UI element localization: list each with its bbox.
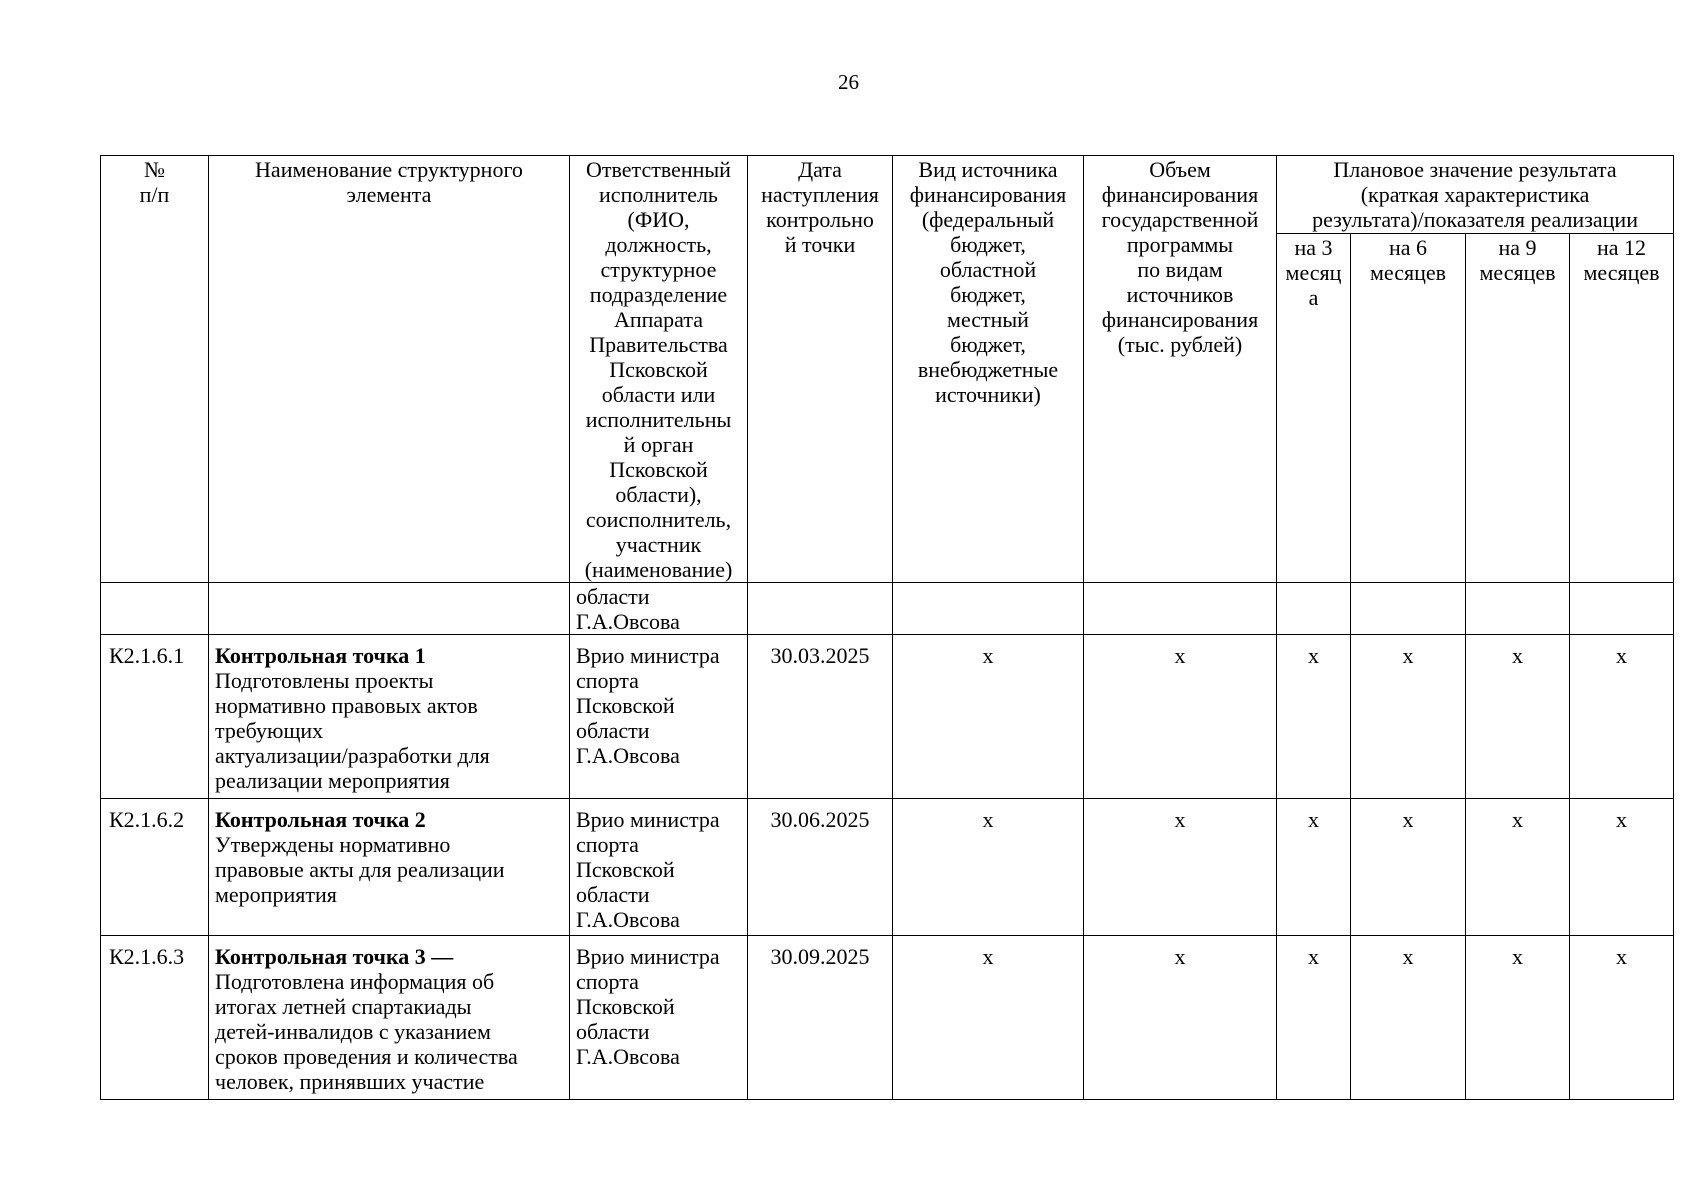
- row-source: х: [893, 936, 1084, 1100]
- row-m9: х: [1466, 799, 1570, 936]
- row-m12: х: [1570, 936, 1674, 1100]
- row-title: Контрольная точка 3 —: [215, 944, 454, 969]
- row-m9: х: [1466, 936, 1570, 1100]
- row-description-line: мероприятия: [215, 882, 337, 907]
- row-description-line: итогах летней спартакиады: [215, 994, 472, 1019]
- row-responsible: Врио министра спорта Псковской области Г.А.Овсова: [570, 936, 748, 1100]
- continuation-responsible: области Г.А.Овсова: [570, 583, 748, 635]
- header-date: Дата наступления контрольно й точки: [748, 156, 893, 583]
- row-m6: х: [1351, 635, 1466, 799]
- row-num: К2.1.6.1: [101, 635, 209, 799]
- row-volume: х: [1084, 635, 1277, 799]
- row-title: Контрольная точка 2: [215, 807, 426, 832]
- continuation-m9: [1466, 583, 1570, 635]
- row-m9: х: [1466, 635, 1570, 799]
- header-source: Вид источника финансирования (федеральный бюджет, областной бюджет, местный бюджет, внебюджетные источники): [893, 156, 1084, 583]
- page-number: 26: [838, 70, 859, 94]
- header-month-9: на 9 месяцев: [1466, 234, 1570, 583]
- continuation-num: [101, 583, 209, 635]
- row-num: К2.1.6.2: [101, 799, 209, 936]
- row-volume: х: [1084, 799, 1277, 936]
- row-description-line: детей-инвалидов с указанием: [215, 1019, 491, 1044]
- row-date: 30.06.2025: [748, 799, 893, 936]
- table-row: [101, 936, 1674, 1100]
- row-source: х: [893, 799, 1084, 936]
- row-date: 30.09.2025: [748, 936, 893, 1100]
- header-month-6: на 6 месяцев: [1351, 234, 1466, 583]
- row-description-line: сроков проведения и количества: [215, 1044, 518, 1069]
- row-m6: х: [1351, 936, 1466, 1100]
- continuation-m12: [1570, 583, 1674, 635]
- header-planned: Плановое значение результата (краткая характеристика результата)/показателя реализации: [1277, 156, 1674, 234]
- continuation-date: [748, 583, 893, 635]
- header-volume: Объем финансирования государственной программы по видам источников финансирования (тыс. рублей): [1084, 156, 1277, 583]
- row-description-line: требующих: [215, 718, 324, 743]
- row-m6: х: [1351, 799, 1466, 936]
- table-row: [101, 799, 1674, 936]
- row-description-line: правовые акты для реализации: [215, 857, 505, 882]
- row-description-line: Подготовлены проекты: [215, 668, 434, 693]
- continuation-source: [893, 583, 1084, 635]
- row-volume: х: [1084, 936, 1277, 1100]
- row-description-line: нормативно правовых актов: [215, 693, 478, 718]
- header-month-3: на 3 месяц а: [1277, 234, 1351, 583]
- row-m3: х: [1277, 936, 1351, 1100]
- control-points-table: [100, 155, 1674, 1100]
- row-name: [209, 936, 570, 1100]
- row-description-line: Утверждены нормативно: [215, 832, 451, 857]
- row-responsible: Врио министра спорта Псковской области Г.А.Овсова: [570, 799, 748, 936]
- table-row: [101, 635, 1674, 799]
- row-m3: х: [1277, 635, 1351, 799]
- continuation-m6: [1351, 583, 1466, 635]
- row-name: [209, 799, 570, 936]
- row-title: Контрольная точка 1: [215, 643, 426, 668]
- row-responsible: Врио министра спорта Псковской области Г.А.Овсова: [570, 635, 748, 799]
- row-m12: х: [1570, 635, 1674, 799]
- continuation-volume: [1084, 583, 1277, 635]
- row-description-line: реализации мероприятия: [215, 768, 450, 793]
- continuation-name: [209, 583, 570, 635]
- row-description-line: человек, принявших участие: [215, 1069, 485, 1094]
- row-m12: х: [1570, 799, 1674, 936]
- row-m3: х: [1277, 799, 1351, 936]
- header-num: № п/п: [101, 156, 209, 583]
- row-source: х: [893, 635, 1084, 799]
- header-month-12: на 12 месяцев: [1570, 234, 1674, 583]
- header-row: [101, 156, 1674, 234]
- row-description-line: Подготовлена информация об: [215, 969, 495, 994]
- row-num: К2.1.6.3: [101, 936, 209, 1100]
- row-name: [209, 635, 570, 799]
- continuation-m3: [1277, 583, 1351, 635]
- header-responsible: Ответственный исполнитель (ФИО, должность, структурное подразделение Аппарата Правительства Псковской области или исполнительны й орган Псковской области), соисполнитель, участник (наименование): [570, 156, 748, 583]
- continuation-row: [101, 583, 1674, 635]
- header-name: Наименование структурного элемента: [209, 156, 570, 583]
- row-date: 30.03.2025: [748, 635, 893, 799]
- row-description-line: актуализации/разработки для: [215, 743, 490, 768]
